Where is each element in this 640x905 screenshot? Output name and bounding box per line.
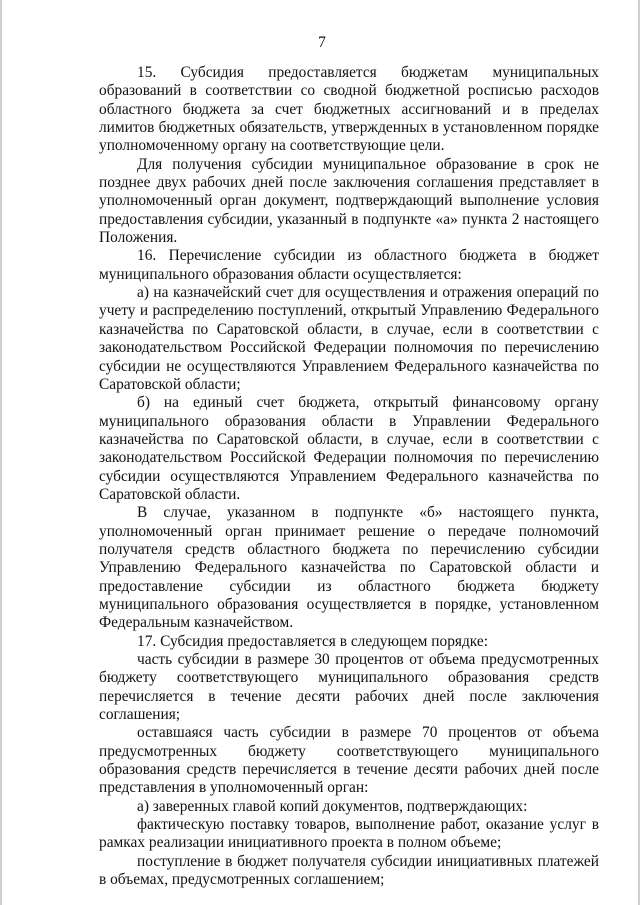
paragraph-17: 17. Субсидия предоставляется в следующем порядке:: [137, 632, 489, 650]
paragraph-16-a: а) на казначейский счет для осуществления и отражения операций по учету и распределению поступлений, открытый Управлению Федерального казначейства по Саратовской области, в случае, если в соответствии с законодательством Российской Федерации полномочия по перечислению субсидии не осуществляются Управлением Федерального казначейства по Саратовской области;: [99, 284, 599, 393]
paragraph-15-application: Для получения субсидии муниципальное образование в срок не позднее двух рабочих дней после заключения соглашения представляет в уполномоченный орган документ, подтверждающий выполнение условия предоставления субсидии, указанный в подпункте «а» пункта 2 настоящего Положения.: [99, 155, 599, 247]
page-number: 7: [318, 34, 326, 51]
paragraph-16-case-b: В случае, указанном в подпункте «б» настоящего пункта, уполномоченный орган принимает решение о передаче полномочий получателя средств областного бюджета по перечислению субсидии Управлению Федерального казначейства по Саратовской области и предоставление субсидии из областного бюджета бюджету муниципального образования осуществляется в порядке, установленном Федеральным казначейством.: [99, 504, 599, 632]
paragraph-17-part-30: часть субсидии в размере 30 процентов от объема предусмотренных бюджету соответствующего муниципального образования средств перечисляется в течение десяти рабочих дней после заключения соглашения;: [99, 651, 599, 724]
paragraph-17-a-payments: поступление в бюджет получателя субсидии инициативных платежей в объемах, предусмотренных соглашением;: [99, 852, 599, 889]
paragraph-17-part-70: оставшаяся часть субсидии в размере 70 процентов от объема предусмотренных бюджету соответствующего муниципального образования средств перечисляется в течение десяти рабочих дней после представления в уполномоченный орган:: [99, 724, 599, 797]
paragraph-17-a: а) заверенных главой копий документов, подтверждающих:: [137, 797, 528, 815]
paragraph-16-b: б) на единый счет бюджета, открытый финансовому органу муниципального образования области в Управлении Федерального казначейства по Саратовской области, в случае, если в соответствии с законодательством Российской Федерации полномочия по перечислению субсидии осуществляются Управлением Федерального казначейства по Саратовской области.: [99, 394, 599, 503]
document-body: [99, 64, 599, 889]
paragraph-17-a-delivery: фактическую поставку товаров, выполнение работ, оказание услуг в рамках реализации инициативного проекта в полном объеме;: [99, 816, 599, 852]
paragraph-16: 16. Перечисление субсидии из областного бюджета в бюджет муниципального образования области осуществляется:: [99, 247, 599, 283]
paragraph-15: 15. Субсидия предоставляется бюджетам муниципальных образований в соответствии со сводной бюджетной росписью расходов областного бюджета за счет бюджетных ассигнований и в пределах лимитов бюджетных обязательств, утвержденных в установленном порядке уполномоченному органу на соответствующие цели.: [99, 64, 599, 155]
